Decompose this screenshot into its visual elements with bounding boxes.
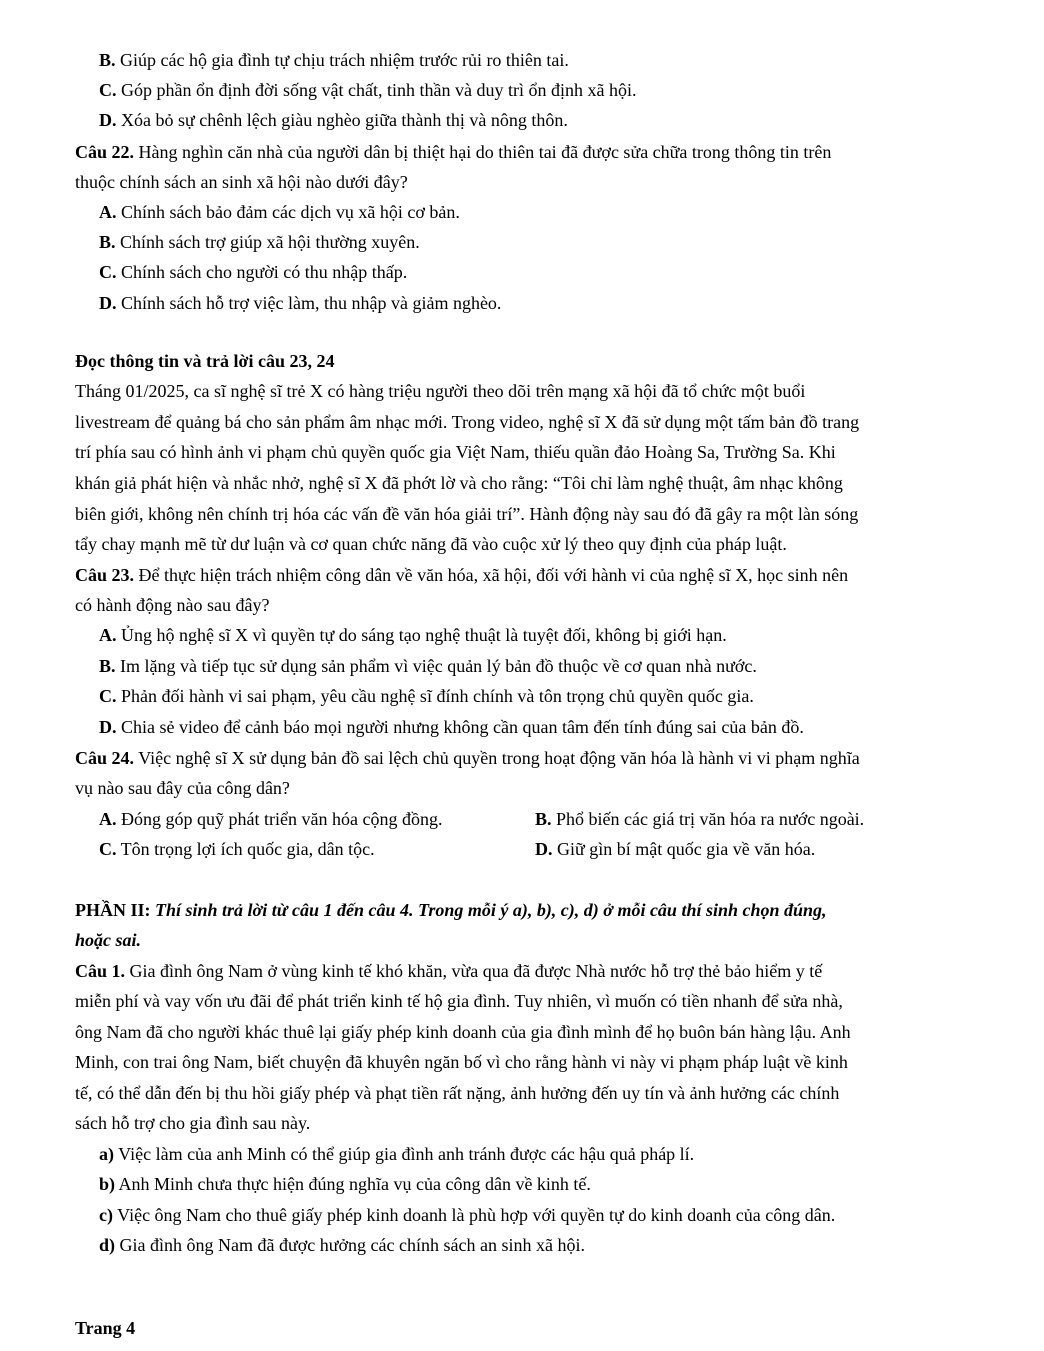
p2q1-stem-line-1 <box>75 956 822 987</box>
q24-option-a <box>99 804 442 835</box>
q23-option-c <box>99 681 754 712</box>
q23-option-d <box>99 712 804 743</box>
q22-option-d <box>99 288 501 319</box>
q24-option-c <box>99 834 375 865</box>
q22-stem-line-2: thuộc chính sách an sinh xã hội nào dưới đây? <box>75 172 408 192</box>
item-label: b) <box>99 1174 116 1194</box>
q23-stem-line-2: có hành động nào sau đây? <box>75 595 270 615</box>
passage-heading: Đọc thông tin và trả lời câu 23, 24 <box>75 351 335 371</box>
option-label: B. <box>99 232 116 252</box>
option-label: A. <box>99 202 117 222</box>
question-text: Gia đình ông Nam ở vùng kinh tế khó khăn, vừa qua đã được Nhà nước hỗ trợ thẻ bảo hiểm y tế <box>125 961 823 981</box>
item-text: Việc ông Nam cho thuê giấy phép kinh doanh là phù hợp với quyền tự do kinh doanh của công dân. <box>112 1205 836 1225</box>
question-text: Việc nghệ sĩ X sử dụng bản đồ sai lệch chủ quyền trong hoạt động văn hóa là hành vi vi phạm nghĩa <box>134 748 860 768</box>
passage-line: trí phía sau có hình ảnh vi phạm chủ quyền quốc gia Việt Nam, thiếu quần đảo Hoàng Sa, Trường Sa. Khi <box>75 442 836 462</box>
option-text: Phổ biến các giá trị văn hóa ra nước ngoài. <box>551 809 865 829</box>
question-label: Câu 23. <box>75 565 135 585</box>
part2-instruction-line-1 <box>75 895 827 926</box>
item-label: d) <box>99 1235 116 1255</box>
p2q1-stem-line: miễn phí và vay vốn ưu đãi để phát triển kinh tế hộ gia đình. Tuy nhiên, vì muốn có tiền nhanh để sửa nhà, <box>75 991 843 1011</box>
option-label: C. <box>99 80 117 100</box>
p2q1-stem-line: sách hỗ trợ cho gia đình sau này. <box>75 1113 311 1133</box>
p2q1-item-c <box>99 1200 835 1231</box>
passage-line: tẩy chay mạnh mẽ từ dư luận và cơ quan chức năng đã vào cuộc xử lý theo quy định của pháp luật. <box>75 534 787 554</box>
option-label: B. <box>535 809 552 829</box>
option-text: Chính sách cho người có thu nhập thấp. <box>116 262 408 282</box>
question-label: Câu 24. <box>75 748 135 768</box>
q22-option-a <box>99 197 460 228</box>
p2q1-stem-line: Minh, con trai ông Nam, biết chuyện đã khuyên ngăn bố vì cho rằng hành vi này vi phạm pháp luật về kinh <box>75 1052 848 1072</box>
item-text: Anh Minh chưa thực hiện đúng nghĩa vụ của công dân về kinh tế. <box>115 1174 591 1194</box>
option-text: Im lặng và tiếp tục sử dụng sản phẩm vì việc quản lý bản đồ thuộc về cơ quan nhà nước. <box>115 656 757 676</box>
option-text: Ủng hộ nghệ sĩ X vì quyền tự do sáng tạo nghệ thuật là tuyệt đối, không bị giới hạn. <box>116 625 727 645</box>
option-text: Góp phần ổn định đời sống vật chất, tinh thần và duy trì ổn định xã hội. <box>116 80 637 100</box>
item-text: Gia đình ông Nam đã được hưởng các chính sách an sinh xã hội. <box>115 1235 585 1255</box>
q22-option-c <box>99 257 407 288</box>
option-label: C. <box>99 839 117 859</box>
part2-instruction-line-2: hoặc sai. <box>75 930 142 950</box>
question-text: Hàng nghìn căn nhà của người dân bị thiệt hại do thiên tai đã được sửa chữa trong thông tin trên <box>134 142 832 162</box>
q21-option-d <box>99 105 568 136</box>
q24-stem-line-2: vụ nào sau đây của công dân? <box>75 778 290 798</box>
passage-line: khán giả phát hiện và nhắc nhở, nghệ sĩ X đã phớt lờ và cho rằng: “Tôi chỉ làm nghệ thuật, âm nhạc không <box>75 473 843 493</box>
item-text: Việc làm của anh Minh có thể giúp gia đình anh tránh được các hậu quả pháp lí. <box>114 1144 695 1164</box>
page-number: Trang 4 <box>75 1318 136 1338</box>
question-label: Câu 1. <box>75 961 126 981</box>
option-text: Giữ gìn bí mật quốc gia về văn hóa. <box>552 839 816 859</box>
q23-option-b <box>99 651 757 682</box>
option-label: A. <box>99 809 117 829</box>
option-label: A. <box>99 625 117 645</box>
option-text: Chính sách bảo đảm các dịch vụ xã hội cơ bản. <box>116 202 460 222</box>
option-label: D. <box>535 839 553 859</box>
option-label: C. <box>99 262 117 282</box>
option-text: Xóa bỏ sự chênh lệch giàu nghèo giữa thành thị và nông thôn. <box>116 110 568 130</box>
option-label: B. <box>99 50 116 70</box>
part-instruction: Thí sinh trả lời từ câu 1 đến câu 4. Trong mỗi ý a), b), c), d) ở mỗi câu thí sinh chọn đúng, <box>150 900 827 920</box>
q23-option-a <box>99 620 727 651</box>
option-text: Phản đối hành vi sai phạm, yêu cầu nghệ sĩ đính chính và tôn trọng chủ quyền quốc gia. <box>116 686 754 706</box>
option-text: Chính sách trợ giúp xã hội thường xuyên. <box>115 232 420 252</box>
question-label: Câu 22. <box>75 142 135 162</box>
part-label: PHẦN II: <box>75 900 151 920</box>
option-text: Giúp các hộ gia đình tự chịu trách nhiệm trước rủi ro thiên tai. <box>115 50 569 70</box>
p2q1-item-d <box>99 1230 585 1261</box>
p2q1-stem-line: tế, có thể dẫn đến bị thu hồi giấy phép và phạt tiền rất nặng, ảnh hưởng đến uy tín và ảnh hưởng các chính <box>75 1083 840 1103</box>
option-label: D. <box>99 110 117 130</box>
option-text: Tôn trọng lợi ích quốc gia, dân tộc. <box>116 839 375 859</box>
q24-stem-line-1 <box>75 743 860 774</box>
p2q1-item-a <box>99 1139 694 1170</box>
option-label: D. <box>99 293 117 313</box>
q21-option-c <box>99 75 636 106</box>
option-label: B. <box>99 656 116 676</box>
option-text: Đóng góp quỹ phát triển văn hóa cộng đồng. <box>116 809 443 829</box>
q22-option-b <box>99 227 420 258</box>
q24-option-b <box>535 804 864 835</box>
option-label: C. <box>99 686 117 706</box>
option-text: Chính sách hỗ trợ việc làm, thu nhập và giảm nghèo. <box>116 293 502 313</box>
p2q1-item-b <box>99 1169 591 1200</box>
item-label: c) <box>99 1205 113 1225</box>
q23-stem-line-1 <box>75 560 848 591</box>
p2q1-stem-line: ông Nam đã cho người khác thuê lại giấy phép kinh doanh của gia đình mình để họ buôn bán hàng lậu. Anh <box>75 1022 851 1042</box>
option-text: Chia sẻ video để cảnh báo mọi người nhưng không cần quan tâm đến tính đúng sai của bản đồ. <box>116 717 804 737</box>
q24-option-d <box>535 834 815 865</box>
question-text: Để thực hiện trách nhiệm công dân về văn hóa, xã hội, đối với hành vi của nghệ sĩ X, học sinh nên <box>134 565 849 585</box>
option-label: D. <box>99 717 117 737</box>
q22-stem-line-1 <box>75 137 831 168</box>
passage-line: biên giới, không nên chính trị hóa các vấn đề văn hóa giải trí”. Hành động này sau đó đã gây ra một làn sóng <box>75 504 859 524</box>
item-label: a) <box>99 1144 114 1164</box>
passage-line: livestream để quảng bá cho sản phẩm âm nhạc mới. Trong video, nghệ sĩ X đã sử dụng một tấm bản đồ trang <box>75 412 860 432</box>
q21-option-b <box>99 45 569 76</box>
passage-line: Tháng 01/2025, ca sĩ nghệ sĩ trẻ X có hàng triệu người theo dõi trên mạng xã hội đã tổ chức một buổi <box>75 381 806 401</box>
